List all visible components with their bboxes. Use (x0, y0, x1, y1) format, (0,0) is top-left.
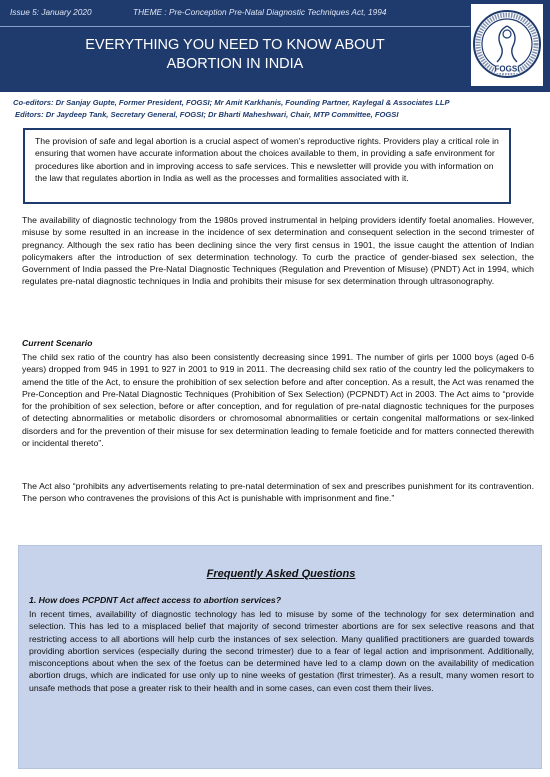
intro-box: The provision of safe and legal abortion is a crucial aspect of women’s reproductive rights. Providers play a critical role in ensuring that women have accurate information about the choices available to them, in providing a safe environment for procedures like abortion and in improving access to safe services. This e newsletter will provide you with information on the law that regulates abortion in India as well as the processes and formalities associated with it. (23, 128, 511, 204)
masthead (0, 0, 550, 92)
coeditors-line: Co-editors: Dr Sanjay Gupte, Former President, FOGSI; Mr Amit Karkhanis, Founding Partner, Kaylegal & Associates LLP (13, 98, 450, 107)
fogsi-logo (471, 4, 543, 86)
faq-question-1: 1. How does PCPDNT Act affect access to abortion services? (29, 595, 282, 605)
svg-text:FOGSI: FOGSI (494, 64, 520, 74)
issue-bar (0, 0, 470, 27)
title-line-2: ABORTION IN INDIA (166, 56, 304, 72)
theme-label: THEME : Pre-Conception Pre-Natal Diagnostic Techniques Act, 1994 (133, 7, 387, 17)
editors-credits (13, 97, 543, 120)
faq-answer-1: In recent times, availability of diagnostic technology has led to misuse by some of the technology for sex determination and selection. This has led to a misplaced belief that majority of second trimester abortions are for sex selective reasons and that restricting access to all abortions will help curb the instances of sex selection. Many qualified practitioners are guarded towards providing abortion services (especially during the second trimester) due to a fear of legal action and imprisonment. Additionally, misconceptions about when the sex of the foetus can be determined have led to a clamp down on the availability of medication abortion drugs, which are indicated for use only up to nine weeks of gestation (first trimester). As a result, many women resort to unsafe methods that pose a greater risk to their health and in some cases, can even cost them their lives. (29, 609, 534, 693)
issue-label: Issue 5: January 2020 (10, 7, 92, 17)
faq-heading: Frequently Asked Questions (206, 568, 356, 580)
section-heading-current-scenario: Current Scenario (22, 338, 93, 348)
editors-line: Editors: Dr Jaydeep Tank, Secretary General, FOGSI; Dr Bharti Maheshwari, Chair, MTP Committee, FOGSI (15, 109, 399, 119)
paragraph-current-scenario: The child sex ratio of the country has also been consistently decreasing since 1991. The number of girls per 1000 boys (aged 0-6 years) dropped from 945 in 1991 to 927 in 2001 to 919 in 2011. The decreasing child sex ratio of the country led the policymakers to amend the title of the Act, to ensure the prohibition of sex selection before and after conception. As a result, the Act was renamed the Pre-Conception and Pre-Natal Diagnostic Techniques (Prohibition of Sex Selection) (PCPNDT) Act in 2003. The Act aims to “provide for the prohibition of sex selection, before or after conception, and for regulation of pre-natal diagnostic techniques for the purposes of detecting abnormalities or metabolic disorders or chromosomal abnormalities or certain congenital malformations or sex-linked disorders and for the prevention of their misuse for sex determination leading to female foeticide and for matters connected therewith or incidental thereto”. (22, 352, 534, 449)
paragraph-background: The availability of diagnostic technology from the 1980s proved instrumental in helping providers identify foetal anomalies. However, misuse by some resulted in an increase in the incidence of sex determination and consequent selection in the second trimester of pregnancy. Although the sex ratio has been declining since the very first census in 1901, the issue caught the attention of Indian policymakers after the introduction of sex determination technology. To curb the practice of gender-biased sex selection, the Government of India passed the Pre-Natal Diagnostic Techniques (Regulation and Prevention of Misuse) (PNDT) Act in 1994, which regulates pre-natal diagnostic techniques in India and prohibits their misuse for sex determination through ultrasonography. (22, 215, 534, 287)
title-line-1: EVERYTHING YOU NEED TO KNOW ABOUT (85, 37, 385, 53)
paragraph-advertisements: The Act also “prohibits any advertisements relating to pre-natal determination of sex and prescribes punishment for its contravention. The person who contravenes the provisions of this Act is punishable with imprisonment and fine.” (22, 481, 534, 504)
faq-section (18, 545, 542, 769)
newsletter-title (60, 36, 410, 74)
